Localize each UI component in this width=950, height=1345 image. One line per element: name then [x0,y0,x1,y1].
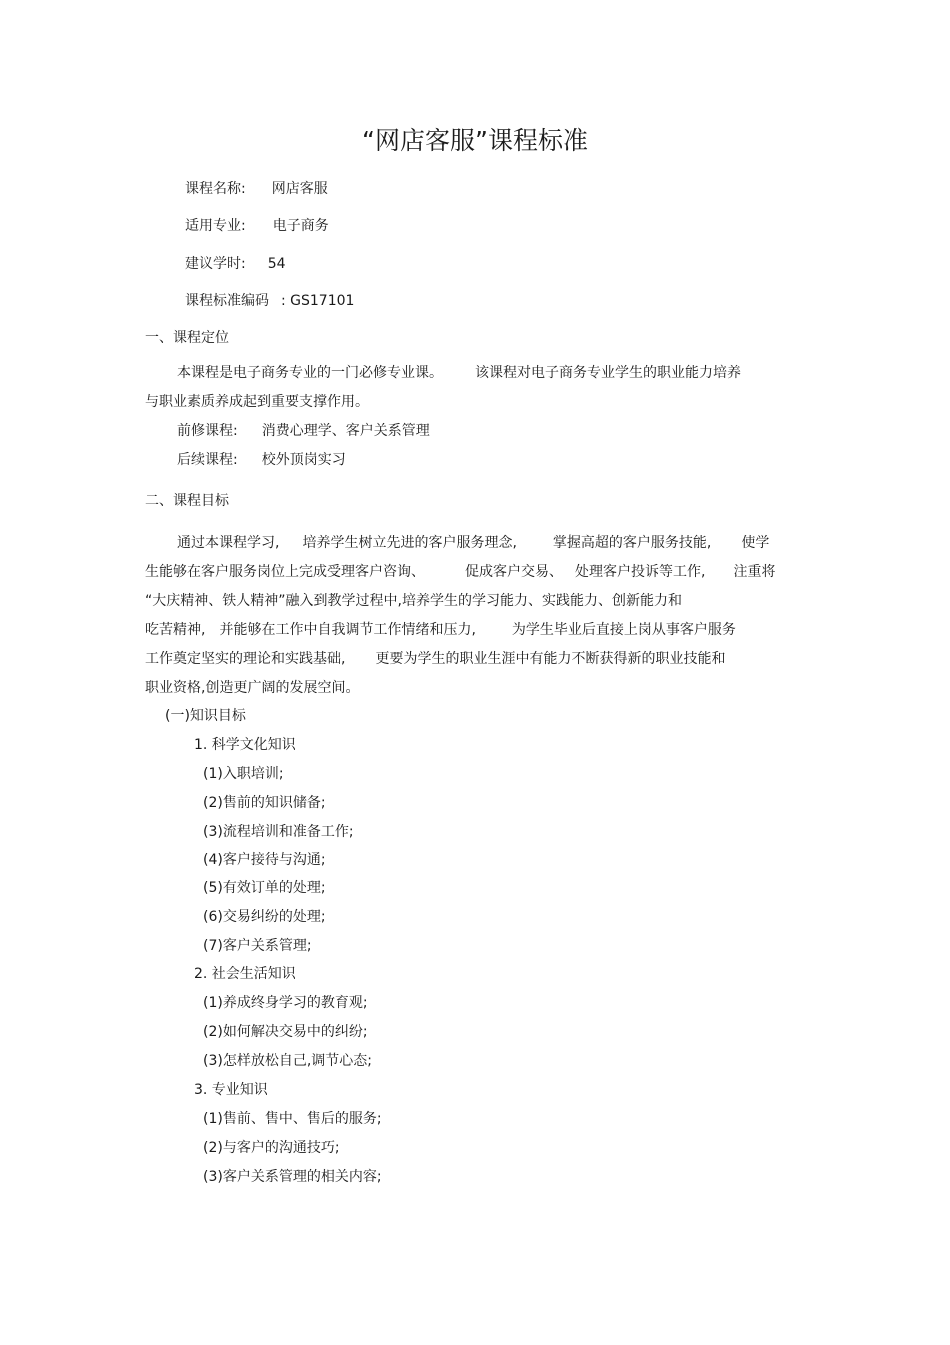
major-label: 适用专业: [185,218,246,234]
text-span: 工作奠定坚实的理论和实践基础, [145,651,346,667]
section2-line1 [177,534,769,552]
code-label: 课程标准编码 [185,293,269,309]
section2-heading: 二、课程目标 [145,493,229,509]
text-span: 为学生毕业后直接上岗从事客户服务 [511,622,736,638]
text-span: 更要为学生的职业生涯中有能力不断获得新的职业技能和 [375,651,726,667]
sub2-title: 2. 社会生活知识 [194,966,296,982]
list-item: (2)如何解决交易中的纠纷; [203,1024,368,1040]
section1-p1-a: 本课程是电子商务专业的一门必修专业课。 [177,365,443,381]
list-item: (7)客户关系管理; [203,938,312,954]
course-name-row [185,180,328,198]
list-item: (1)养成终身学习的教育观; [203,995,368,1011]
list-item: (3)流程培训和准备工作; [203,824,354,840]
section2-line2 [145,563,775,581]
list-item: (1)入职培训; [203,766,284,782]
knowledge-heading: (一)知识目标 [165,708,246,724]
follow-row [177,451,346,469]
text-span: 掌握高超的客户服务技能, [552,535,712,551]
document-title: “网店客服”课程标准 [362,126,588,155]
major-row [185,217,329,235]
follow-value: 校外顶岗实习 [261,452,346,468]
hours-value: 54 [267,256,286,272]
section1-p1-b: 该课程对电子商务专业学生的职业能力培养 [475,365,741,381]
section1-paragraph-line1 [177,364,741,382]
list-item: (6)交易纠纷的处理; [203,909,326,925]
section2-line3: “大庆精神、铁人精神”融入到教学过程中,培养学生的学习能力、实践能力、创新能力和 [145,593,682,609]
section1-paragraph-line2: 与职业素质养成起到重要支撑作用。 [145,394,369,410]
prereq-label: 前修课程: [177,423,238,439]
list-item: (5)有效订单的处理; [203,880,326,896]
course-name-value: 网店客服 [271,181,328,197]
text-span: 使学 [741,535,770,551]
text-span: 生能够在客户服务岗位上完成受理客户咨询、 [145,564,425,580]
sub3-title: 3. 专业知识 [194,1082,268,1098]
course-name-label: 课程名称: [185,181,246,197]
list-item: (3)怎样放松自己,调节心态; [203,1053,372,1069]
text-span: 并能够在工作中自我调节工作情绪和压力, [219,622,476,638]
section1-heading: 一、课程定位 [145,330,229,346]
section2-line4 [145,621,736,639]
section2-line6: 职业资格,创造更广阔的发展空间。 [145,680,360,696]
text-span: 培养学生树立先进的客户服务理念, [302,535,517,551]
text-span: 通过本课程学习, [177,535,280,551]
code-value: : GS17101 [281,293,355,309]
follow-label: 后续课程: [177,452,238,468]
prereq-row [177,422,430,440]
major-value: 电子商务 [272,218,329,234]
text-span: 吃苦精神, [145,622,206,638]
section2-line5 [145,650,725,668]
code-row [185,292,354,310]
list-item: (4)客户接待与沟通; [203,852,326,868]
list-item: (2)与客户的沟通技巧; [203,1140,340,1156]
sub1-title: 1. 科学文化知识 [194,737,296,753]
list-item: (2)售前的知识储备; [203,795,326,811]
hours-label: 建议学时: [185,256,246,272]
hours-row [185,255,286,273]
text-span: 促成客户交易、 [465,564,563,580]
list-item: (3)客户关系管理的相关内容; [203,1169,382,1185]
text-span: 处理客户投诉等工作, [575,564,706,580]
text-span: 注重将 [733,564,776,580]
prereq-value: 消费心理学、客户关系管理 [261,423,430,439]
list-item: (1)售前、售中、售后的服务; [203,1111,382,1127]
